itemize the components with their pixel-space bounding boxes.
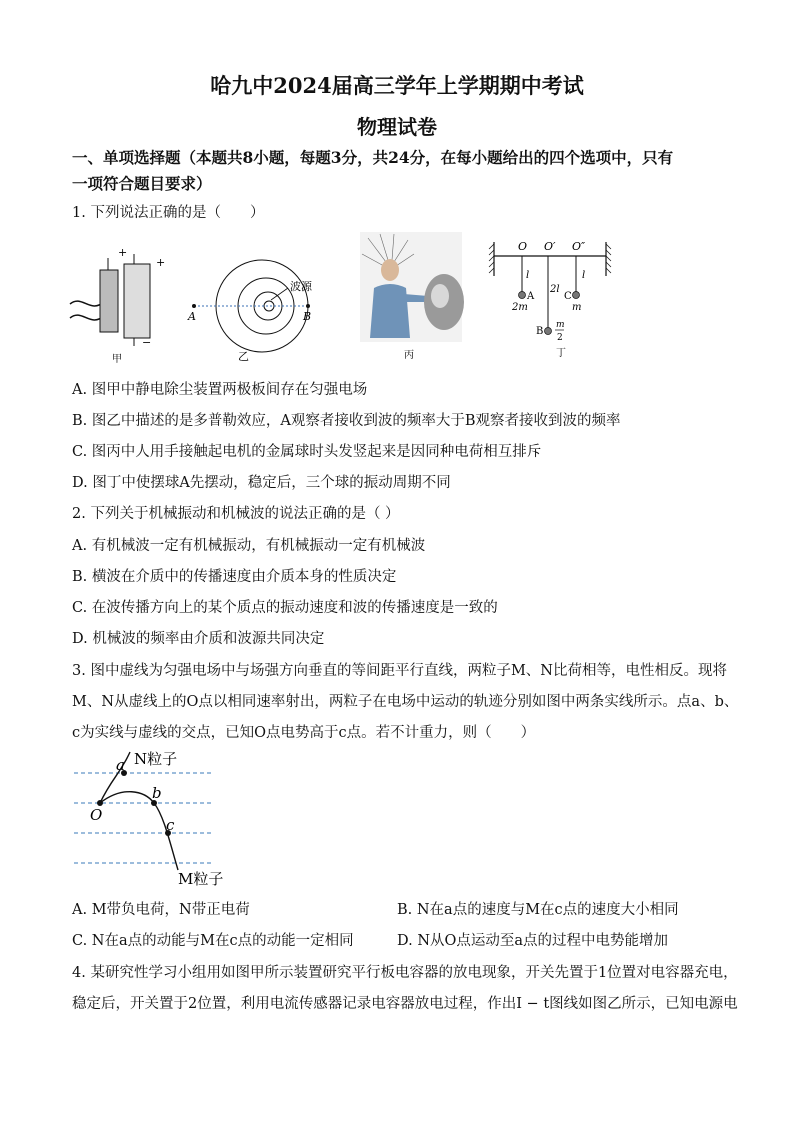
length-l1: l — [526, 270, 530, 281]
figure-jia — [68, 242, 178, 364]
ball-a-label: A — [527, 291, 535, 302]
length-2l: 2l — [550, 284, 560, 295]
plus-sign-2: + — [156, 256, 166, 269]
q2-option-b: B. 横波在介质中的传播速度由介质本身的性质决定 — [72, 569, 397, 585]
minus-sign: − — [142, 336, 152, 349]
q4-stem-line1: 4. 某研究性学习小组用如图甲所示装置研究平行板电容器的放电现象，开关先置于1位置对电容器充电， — [72, 965, 738, 981]
q3-option-d: D. N从O点运动至a点的过程中电势能增加 — [397, 933, 669, 949]
q1-option-a: A. 图甲中静电除尘装置两极板间存在匀强电场 — [72, 382, 368, 398]
figure-label-ding: 丁 — [556, 348, 566, 359]
ball-c-label: C — [564, 291, 572, 302]
subject-title: 物理试卷 — [357, 115, 437, 139]
figure-label-yi: 乙 — [238, 350, 249, 363]
n-particle-label: N粒子 — [134, 750, 178, 768]
figure-yi — [186, 258, 316, 362]
q3-stem-line1: 3. 图中虚线为匀强电场中与场强方向垂直的等间距平行直线，两粒子M、N比荷相等，电性相反。现将 — [72, 663, 727, 679]
mass-half-num: m — [556, 320, 565, 330]
exam-title: 哈九中2024届高三学年上学期期中考试 — [210, 73, 584, 98]
pivot-o1-label: O′ — [544, 240, 556, 253]
figure-ding — [488, 232, 614, 362]
q3-option-a: A. M带负电荷，N带正电荷 — [72, 902, 250, 918]
section-heading-line2: 一项符合题目要求） — [72, 174, 212, 193]
q2-stem: 2. 下列关于机械振动和机械波的说法正确的是（ ） — [72, 506, 400, 522]
mass-2m-label: 2m — [512, 302, 528, 313]
q1-option-d: D. 图丁中使摆球A先摆动，稳定后，三个球的振动周期不同 — [72, 475, 451, 491]
q2-option-a: A. 有机械波一定有机械振动，有机械振动一定有机械波 — [72, 538, 426, 554]
observer-b-label: B — [303, 310, 312, 323]
observer-a-label: A — [188, 310, 196, 323]
point-b-label: b — [152, 784, 162, 802]
ball-b-label: B — [536, 326, 544, 337]
figure-bing — [360, 232, 464, 360]
q3-option-c: C. N在a点的动能与M在c点的动能一定相同 — [72, 933, 354, 949]
point-o-label: O — [90, 806, 103, 824]
q3-stem-line3: c为实线与虚线的交点，已知O点电势高于c点。若不计重力，则（ ） — [72, 725, 536, 741]
mass-half-den: 2 — [557, 333, 563, 343]
length-l2: l — [582, 270, 586, 281]
q4-stem-line2: 稳定后，开关置于2位置，利用电流传感器记录电容器放电过程，作出I − t图线如图乙所示，已知电源电 — [72, 996, 738, 1012]
pivot-o-label: O — [518, 240, 528, 253]
figure-label-bing: 丙 — [404, 350, 414, 361]
q1-stem: 1. 下列说法正确的是（ ） — [72, 205, 265, 221]
mass-m-label: m — [572, 302, 582, 313]
q1-option-c: C. 图丙中人用手接触起电机的金属球时头发竖起来是因同种电荷相互排斥 — [72, 444, 542, 460]
q1-option-b: B. 图乙中描述的是多普勒效应，A观察者接收到波的频率大于B观察者接收到波的频率 — [72, 413, 621, 429]
q2-option-d: D. 机械波的频率由介质和波源共同决定 — [72, 631, 325, 647]
point-c-label: c — [166, 816, 175, 834]
figure-q3-trajectories — [72, 748, 242, 888]
plus-sign-1: + — [118, 246, 128, 259]
wave-source-label: 波源 — [290, 280, 312, 293]
point-a-label: a — [116, 756, 125, 774]
q2-option-c: C. 在波传播方向上的某个质点的振动速度和波的传播速度是一致的 — [72, 600, 498, 616]
section-heading-line1: 一、单项选择题（本题共8小题，每题3分，共24分，在每小题给出的四个选项中，只有 — [72, 148, 674, 167]
q3-option-b: B. N在a点的速度与M在c点的速度大小相同 — [397, 902, 679, 918]
q3-stem-line2: M、N从虚线上的O点以相同速率射出，两粒子在电场中运动的轨迹分别如图中两条实线所示。点a、b、 — [72, 694, 739, 710]
figure-label-jia: 甲 — [112, 354, 122, 365]
pivot-o2-label: O″ — [572, 240, 586, 253]
m-particle-label: M粒子 — [178, 870, 224, 888]
